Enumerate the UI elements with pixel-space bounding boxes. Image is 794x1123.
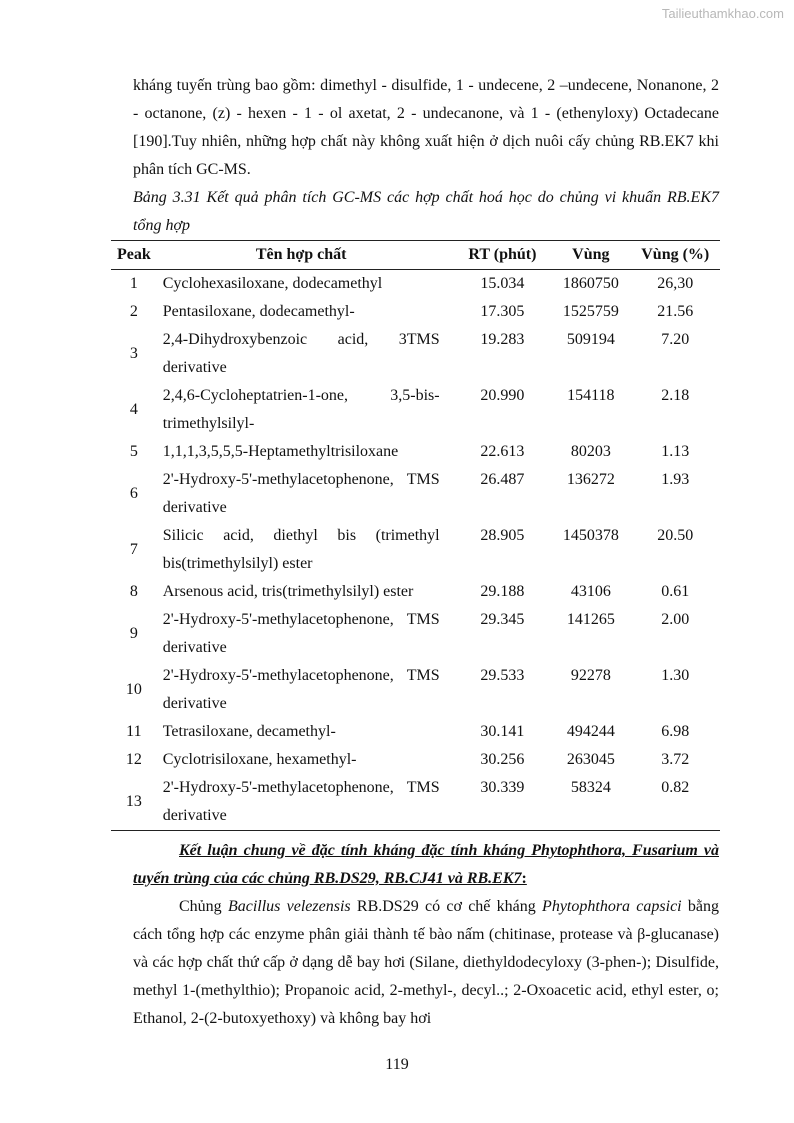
table-row bbox=[111, 746, 720, 774]
cell-area: 43106 bbox=[570, 583, 611, 600]
cell-area-percent: 1.93 bbox=[661, 471, 690, 488]
table-row bbox=[111, 466, 720, 522]
table-row bbox=[111, 606, 720, 662]
cell-area-percent: 0.82 bbox=[661, 779, 690, 796]
table-header-row bbox=[111, 241, 720, 270]
cell-area-percent: 7.20 bbox=[661, 331, 690, 348]
cell-compound-name: 2,4,6-Cycloheptatrien-1-one, 3,5-bis-trimethylsilyl- bbox=[162, 387, 440, 432]
header-peak: Peak bbox=[116, 246, 151, 263]
conclusion-title bbox=[133, 837, 719, 893]
cell-area: 1860750 bbox=[562, 275, 619, 292]
cell-rt: 19.283 bbox=[480, 331, 525, 348]
cell-area: 141265 bbox=[566, 611, 615, 628]
conclusion-title-suffix: : bbox=[521, 870, 527, 887]
cell-peak: 11 bbox=[126, 723, 142, 740]
cell-area-percent: 26,30 bbox=[657, 275, 694, 292]
table-row bbox=[111, 578, 720, 606]
table-row bbox=[111, 718, 720, 746]
cell-area: 92278 bbox=[570, 667, 611, 684]
cell-area-percent: 1.13 bbox=[661, 443, 690, 460]
table-row bbox=[111, 382, 720, 438]
cell-rt: 30.141 bbox=[480, 723, 525, 740]
cell-area: 494244 bbox=[566, 723, 615, 740]
cell-compound-name: Tetrasiloxane, decamethyl- bbox=[162, 723, 336, 740]
cell-area-percent: 6.98 bbox=[661, 723, 690, 740]
watermark: Tailieuthamkhao.com bbox=[661, 6, 784, 21]
table-row bbox=[111, 522, 720, 578]
cell-area-percent: 2.00 bbox=[661, 611, 690, 628]
table-body bbox=[111, 270, 720, 831]
cell-peak: 2 bbox=[129, 303, 138, 320]
cell-compound-name: 2'-Hydroxy-5'-methylacetophenone, TMS derivative bbox=[162, 667, 440, 712]
cell-compound-name: Cyclotrisiloxane, hexamethyl- bbox=[162, 751, 357, 768]
cell-peak: 3 bbox=[129, 345, 138, 362]
cell-compound-name: 1,1,1,3,5,5,5-Heptamethyltrisiloxane bbox=[162, 443, 399, 460]
header-area-percent: Vùng (%) bbox=[641, 246, 710, 263]
cell-area-percent: 3.72 bbox=[661, 751, 690, 768]
cell-peak: 9 bbox=[129, 625, 138, 642]
cell-peak: 6 bbox=[129, 485, 138, 502]
cell-rt: 22.613 bbox=[480, 443, 525, 460]
cell-area: 58324 bbox=[570, 779, 611, 796]
cell-peak: 1 bbox=[129, 275, 138, 292]
cell-area: 80203 bbox=[570, 443, 611, 460]
table-row bbox=[111, 270, 720, 299]
cell-rt: 30.256 bbox=[480, 751, 525, 768]
cell-rt: 28.905 bbox=[480, 527, 525, 544]
cell-peak: 10 bbox=[125, 681, 142, 698]
cell-peak: 12 bbox=[125, 751, 142, 768]
cell-compound-name: 2'-Hydroxy-5'-methylacetophenone, TMS derivative bbox=[162, 779, 440, 824]
cell-compound-name: Pentasiloxane, dodecamethyl- bbox=[162, 303, 355, 320]
page-number: 119 bbox=[385, 1056, 409, 1073]
cell-area-percent: 2.18 bbox=[661, 387, 690, 404]
table-row bbox=[111, 298, 720, 326]
table-row bbox=[111, 326, 720, 382]
conclusion-body: Chủng Bacillus velezensis RB.DS29 có cơ chế kháng Phytophthora capsici bằng cách tổng hợp các enzyme phân giải thành tế bào nấm (chitinase, protease và β-glucanase) và các hợp chất thứ cấp ở dạng dễ bay hơi (Silane, diethyldodecyloxy (3-phen-); Disulfide, methyl 1-(methylthio); Propanoic acid, 2-methyl-, decyl..; 2-Oxoacetic acid, ethyl ester, o; Ethanol, 2-(2-butoxyethoxy) và không bay hơi bbox=[133, 898, 720, 1027]
gcms-table bbox=[111, 240, 720, 831]
cell-rt: 29.345 bbox=[480, 611, 525, 628]
table-row bbox=[111, 438, 720, 466]
cell-compound-name: Cyclohexasiloxane, dodecamethyl bbox=[162, 275, 383, 292]
cell-area-percent: 0.61 bbox=[661, 583, 690, 600]
cell-peak: 13 bbox=[125, 793, 142, 810]
cell-area-percent: 21.56 bbox=[657, 303, 694, 320]
cell-area: 1525759 bbox=[562, 303, 619, 320]
cell-rt: 20.990 bbox=[480, 387, 525, 404]
cell-rt: 26.487 bbox=[480, 471, 525, 488]
cell-compound-name: Arsenous acid, tris(trimethylsilyl) ester bbox=[162, 583, 414, 600]
page-content bbox=[116, 72, 720, 1033]
conclusion-title-text: Kết luận chung về đặc tính kháng đặc tính kháng Phytophthora, Fusarium và tuyến trùng của các chủng RB.DS29, RB.CJ41 và RB.EK7 bbox=[133, 842, 719, 887]
cell-area: 263045 bbox=[566, 751, 615, 768]
cell-area: 136272 bbox=[566, 471, 615, 488]
cell-area: 509194 bbox=[566, 331, 615, 348]
cell-compound-name: Silicic acid, diethyl bis (trimethyl bis(trimethylsilyl) ester bbox=[162, 527, 440, 572]
cell-compound-name: 2'-Hydroxy-5'-methylacetophenone, TMS derivative bbox=[162, 471, 440, 516]
cell-area: 154118 bbox=[567, 387, 615, 404]
cell-peak: 7 bbox=[129, 541, 138, 558]
cell-area-percent: 1.30 bbox=[661, 667, 690, 684]
intro-paragraph: kháng tuyến trùng bao gồm: dimethyl - disulfide, 1 - undecene, 2 –undecene, Nonanone, 2 - octanone, (z) - hexen - 1 - ol axetat, 2 - undecanone, và 1 - (ethenyloxy) Octadecane [190].Tuy nhiên, những hợp chất này không xuất hiện ở dịch nuôi cấy chủng RB.EK7 khi phân tích GC-MS. bbox=[133, 77, 719, 178]
table-row bbox=[111, 774, 720, 831]
header-area: Vùng bbox=[572, 246, 610, 263]
cell-rt: 17.305 bbox=[480, 303, 525, 320]
header-rt: RT (phút) bbox=[468, 246, 537, 263]
header-compound-name: Tên hợp chất bbox=[255, 246, 347, 263]
table-caption: Bảng 3.31 Kết quả phân tích GC-MS các hợp chất hoá học do chủng vi khuẩn RB.EK7 tổng hợp bbox=[133, 189, 719, 234]
cell-peak: 4 bbox=[129, 401, 138, 418]
table-row bbox=[111, 662, 720, 718]
cell-peak: 5 bbox=[129, 443, 138, 460]
cell-rt: 15.034 bbox=[480, 275, 525, 292]
cell-area-percent: 20.50 bbox=[657, 527, 694, 544]
cell-rt: 30.339 bbox=[480, 779, 525, 796]
cell-area: 1450378 bbox=[562, 527, 619, 544]
cell-peak: 8 bbox=[129, 583, 138, 600]
cell-compound-name: 2'-Hydroxy-5'-methylacetophenone, TMS derivative bbox=[162, 611, 440, 656]
cell-rt: 29.188 bbox=[480, 583, 525, 600]
cell-compound-name: 2,4-Dihydroxybenzoic acid, 3TMS derivative bbox=[162, 331, 440, 376]
cell-rt: 29.533 bbox=[480, 667, 525, 684]
